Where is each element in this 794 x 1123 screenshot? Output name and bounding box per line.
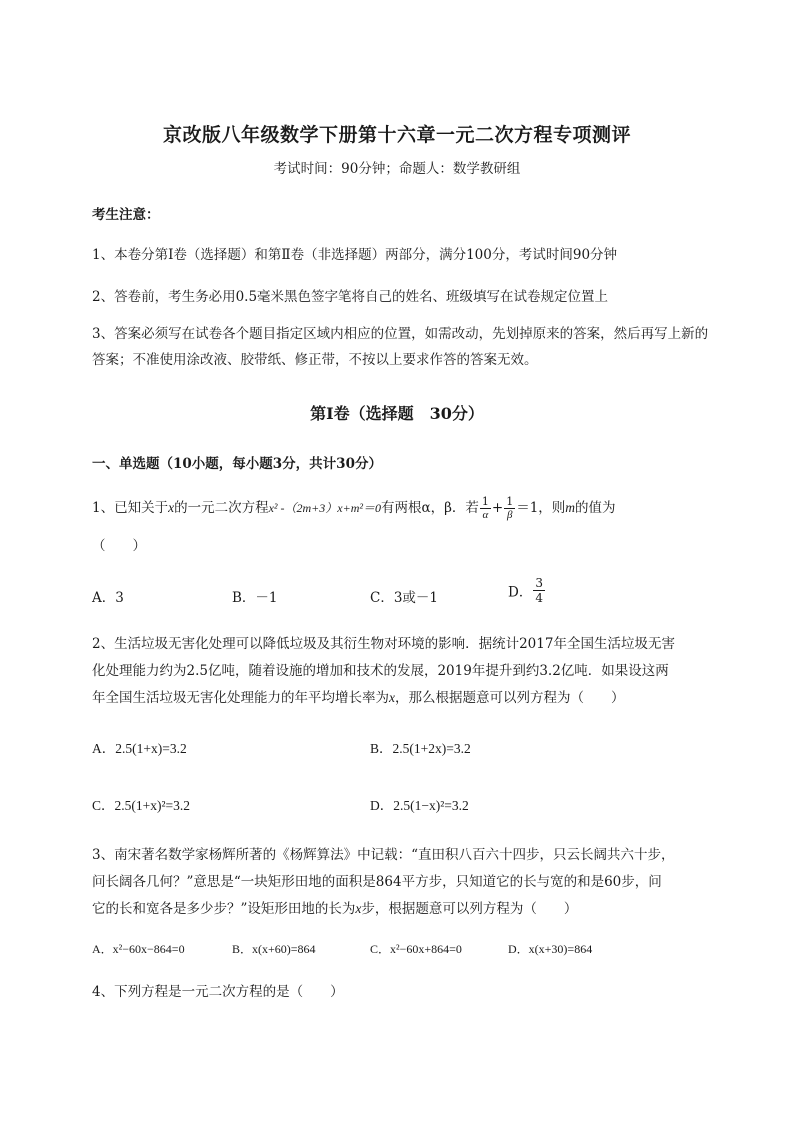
page-title: 京改版八年级数学下册第十六章一元二次方程专项测评 — [162, 124, 631, 146]
q1-option-d: D． $\frac{3}{4}$ — [508, 576, 543, 605]
q1-option-b: B．－1 — [232, 590, 278, 606]
notice-heading: 考生注意： — [92, 207, 160, 223]
question-3-line-3: 它的长和宽各是多少步？”设矩形田地的长为x步，根据题意可以列方程为（ ） — [92, 901, 578, 917]
equation: x² -（2m+3）x+m²＝0 — [268, 501, 381, 515]
question-2-line-3: 年全国生活垃圾无害化处理能力的年平均增长率为x，那么根据题意可以列方程为（ ） — [92, 690, 625, 706]
q1-option-a: A．3 — [92, 590, 124, 606]
q2-option-b: B．2.5(1+2x)=3.2 — [370, 741, 471, 756]
q1-option-c: C．3或－1 — [370, 590, 439, 606]
section-title: 第I卷（选择题 30分） — [310, 404, 484, 423]
question-1-paren: （ ） — [92, 538, 146, 554]
question-3-line-2: 问长阔各几何？”意思是“一块矩形田地的面积是864平方步，只知道它的长与宽的和是60步，问 — [92, 874, 662, 890]
q3-option-d: D．x(x+30)=864 — [508, 942, 593, 956]
question-2-line-2: 化处理能力约为2.5亿吨，随着设施的增加和技术的发展，2019年提升到约3.2亿吨．如果设这两 — [92, 663, 669, 679]
exam-info: 考试时间：90分钟；命题人：数学教研组 — [273, 161, 521, 177]
question-2-line-1: 2、生活垃圾无害化处理可以降低垃圾及其衍生物对环境的影响．据统计2017年全国生活垃圾无害 — [92, 636, 675, 652]
fraction: $\frac{1}{\alpha}$ — [481, 495, 489, 521]
notice-item-3: 3、答案必须写在试卷各个题目指定区域内相应的位置，如需改动，先划掉原来的答案，然后再写上新的答案；不准使用涂改液、胶带纸、修正带，不按以上要求作答的答案无效。 — [92, 326, 709, 368]
part-title: 一、单选题（10小题，每小题3分，共计30分） — [92, 456, 382, 472]
q3-option-b: B．x(x+60)=864 — [232, 942, 316, 956]
q3-option-c: C．x²−60x+864=0 — [370, 942, 462, 956]
fraction: $\frac{1}{\beta}$ — [506, 495, 514, 521]
q2-option-d: D．2.5(1−x)²=3.2 — [370, 798, 469, 813]
notice-item-1: 1、本卷分第I卷（选择题）和第Ⅱ卷（非选择题）两部分，满分100分，考试时间90分钟 — [92, 247, 618, 263]
q3-option-a: A．x²−60x−864=0 — [92, 942, 185, 956]
question-4-stem: 4、下列方程是一元二次方程的是（ ） — [92, 984, 344, 1000]
question-1-stem: 1、已知关于x的一元二次方程x² -（2m+3）x+m²＝0有两根α，β．若 $\frac{1}{\alpha}$ + $\frac{1}{\beta}$ ＝1，则m的值为 — [92, 495, 616, 521]
q2-option-a: A．2.5(1+x)=3.2 — [92, 741, 187, 756]
question-3-line-1: 3、南宋著名数学家杨辉所著的《杨辉算法》中记载：“直田积八百六十四步，只云长阔共六十步， — [92, 847, 675, 863]
notice-item-2: 2、答卷前，考生务必用0.5毫米黑色签字笔将自己的姓名、班级填写在试卷规定位置上 — [92, 289, 609, 305]
q2-option-c: C．2.5(1+x)²=3.2 — [92, 798, 191, 813]
